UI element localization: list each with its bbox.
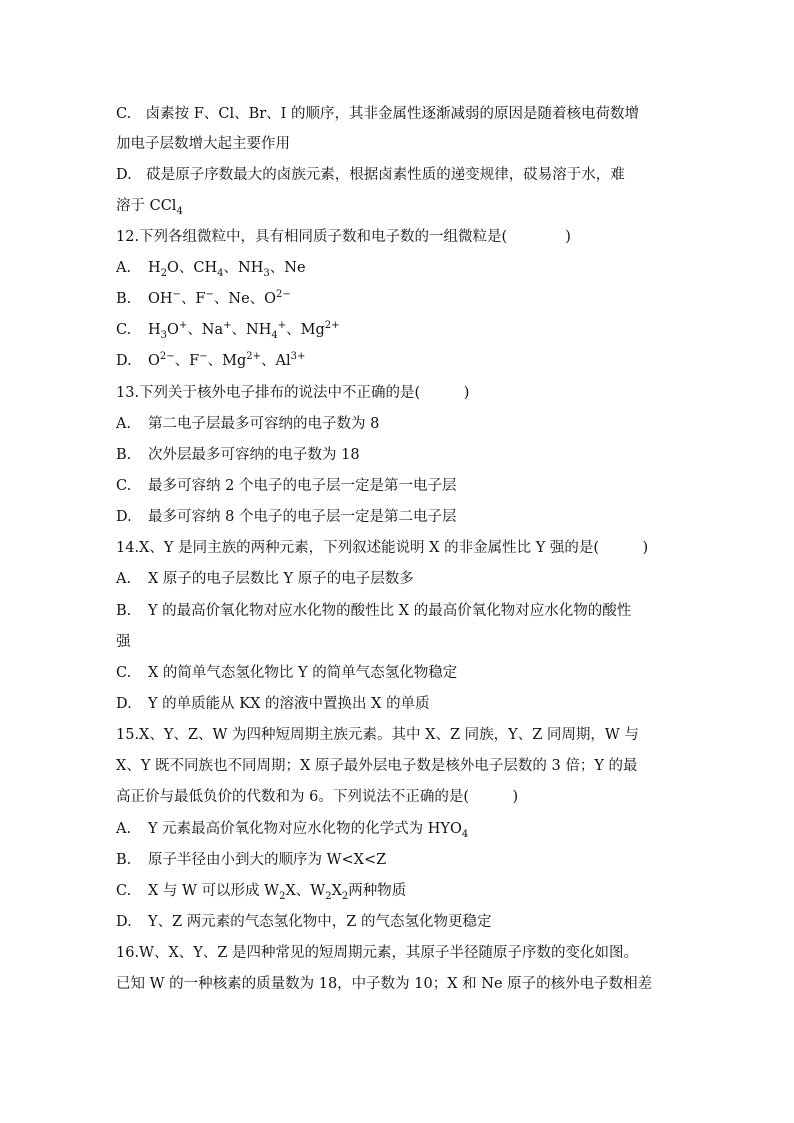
option-letter: D. [116, 509, 132, 525]
option-text: X、W [285, 883, 326, 899]
question-12: 12.下列各组微粒中，具有相同质子数和电子数的一组微粒是( ) [116, 229, 571, 245]
q12-option-a [116, 258, 306, 278]
question-13: 13.下列关于核外电子排布的说法中不正确的是( ) [116, 385, 470, 401]
option-text: X 与 W 可以形成 W [148, 883, 280, 899]
q14-option-b-cont: 强 [116, 634, 131, 650]
q15-option-b [116, 850, 386, 870]
option-letter: B. [116, 852, 132, 868]
question-16-line-2: 已知 W 的一种核素的质量数为 18，中子数为 10；X 和 Ne 原子的核外电子数相差 [116, 976, 653, 992]
superscript: 2+ [246, 351, 261, 363]
option-letter: A. [116, 821, 132, 837]
q14-option-a [116, 569, 414, 589]
formula-text: H [148, 260, 161, 276]
superscript: − [199, 351, 208, 363]
subscript: 3 [263, 267, 270, 279]
subscript: 4 [176, 205, 183, 217]
option-letter: D. [116, 696, 132, 712]
superscript: 2+ [324, 320, 340, 332]
q13-option-b [116, 445, 360, 465]
option-c-line-2: 加电子层数增大起主要作用 [116, 136, 290, 152]
subscript: 2 [325, 890, 332, 902]
option-text: 最多可容纳 2 个电子的电子层一定是第一电子层 [148, 478, 457, 494]
q14-option-d [116, 694, 430, 714]
subscript: 4 [217, 267, 224, 279]
option-letter: B. [116, 447, 132, 463]
q15-option-a [116, 819, 468, 839]
formula-text: 、Mg [207, 353, 247, 369]
q12-option-b [116, 289, 291, 309]
option-letter: C. [116, 322, 132, 338]
question-14: 14.X、Y 是同主族的两种元素，下列叙述能说明 X 的非金属性比 Y 强的是( ) [116, 540, 649, 556]
subscript: 4 [271, 329, 278, 341]
option-text: 次外层最多可容纳的电子数为 18 [148, 447, 360, 463]
option-d-line-2 [116, 196, 183, 216]
q12-option-d [116, 351, 305, 371]
option-text: X [331, 883, 342, 899]
superscript: + [223, 320, 232, 332]
option-text: 最多可容纳 8 个电子的电子层一定是第二电子层 [148, 509, 457, 525]
subscript: 2 [279, 890, 286, 902]
formula-text: 、NH [223, 260, 264, 276]
formula-text: O、CH [167, 260, 218, 276]
question-16-line-1: 16.W、X、Y、Z 是四种常见的短周期元素，其原子半径随原子序数的变化如图。 [116, 945, 639, 961]
option-text: X 原子的电子层数比 Y 原子的电子层数多 [148, 571, 414, 587]
option-letter: C. [116, 883, 132, 899]
formula-text: OH [148, 291, 173, 307]
q14-option-c [116, 663, 457, 683]
formula-text: 、Na [187, 322, 224, 338]
option-letter: A. [116, 571, 132, 587]
option-text: Y、Z 两元素的气态氢化物中，Z 的气态氢化物更稳定 [148, 914, 492, 930]
q15-option-c [116, 881, 406, 901]
subscript: 2 [341, 890, 349, 902]
formula-text: H [148, 322, 161, 338]
option-text: Y 的最高价氧化物对应水化物的酸性比 X 的最高价氧化物对应水化物的酸性 [148, 603, 632, 619]
subscript: 2 [160, 267, 168, 279]
option-text: 原子半径由小到大的顺序为 W<X<Z [148, 852, 387, 868]
option-d-line-1: D. 砹是原子序数最大的卤族元素，根据卤素性质的递变规律，砹易溶于水，难 [116, 167, 625, 183]
formula-text: O [148, 353, 160, 369]
superscript: − [172, 289, 181, 301]
formula-text: 、F [180, 291, 206, 307]
option-letter: C. [116, 478, 132, 494]
q13-option-d [116, 507, 456, 527]
option-text: X 的简单气态氢化物比 Y 的简单气态氢化物稳定 [148, 665, 458, 681]
option-text: 第二电子层最多可容纳的电子数为 8 [148, 416, 380, 432]
q13-option-a [116, 414, 379, 434]
option-text: Y 元素最高价氧化物对应水化物的化学式为 HYO [148, 821, 462, 837]
option-letter: B. [116, 603, 132, 619]
option-text: Y 的单质能从 KX 的溶液中置换出 X 的单质 [148, 696, 430, 712]
option-letter: A. [116, 260, 132, 276]
option-letter: A. [116, 416, 132, 432]
superscript: + [277, 320, 287, 332]
subscript: 4 [461, 828, 469, 840]
subscript: 3 [160, 329, 168, 341]
formula-text: 、Ne、O [213, 291, 277, 307]
superscript: + [178, 320, 188, 332]
question-15-line-2: X、Y 既不同族也不同周期；X 原子最外层电子数是核外电子层数的 3 倍；Y 的最 [116, 758, 638, 774]
option-letter: D. [116, 914, 132, 930]
q12-option-c [116, 320, 340, 340]
option-letter: D. [116, 353, 132, 369]
superscript: − [205, 289, 214, 301]
option-text: 两种物质 [348, 883, 407, 899]
option-letter: B. [116, 291, 132, 307]
question-15-line-3: 高正价与最低负价的代数和为 6。下列说法不正确的是( ) [116, 789, 519, 805]
formula-text: 、Ne [269, 260, 306, 276]
superscript: 2− [276, 289, 291, 301]
option-c-line-1: C. 卤素按 F、Cl、Br、I 的顺序，其非金属性逐渐减弱的原因是随着核电荷数增 [116, 106, 640, 122]
superscript: 2− [159, 351, 175, 363]
superscript: 3+ [290, 351, 306, 363]
formula-text: 、Mg [286, 322, 325, 338]
text: 溶于 CCl [116, 198, 177, 214]
formula-text: 、NH [231, 322, 272, 338]
question-15-line-1: 15.X、Y、Z、W 为四种短周期主族元素。其中 X、Z 同族，Y、Z 同周期，W 与 [116, 727, 639, 743]
q15-option-d [116, 912, 491, 932]
formula-text: 、F [174, 353, 200, 369]
q14-option-b [116, 601, 631, 621]
q13-option-c [116, 476, 456, 496]
option-letter: C. [116, 665, 132, 681]
formula-text: 、Al [260, 353, 291, 369]
formula-text: O [167, 322, 179, 338]
